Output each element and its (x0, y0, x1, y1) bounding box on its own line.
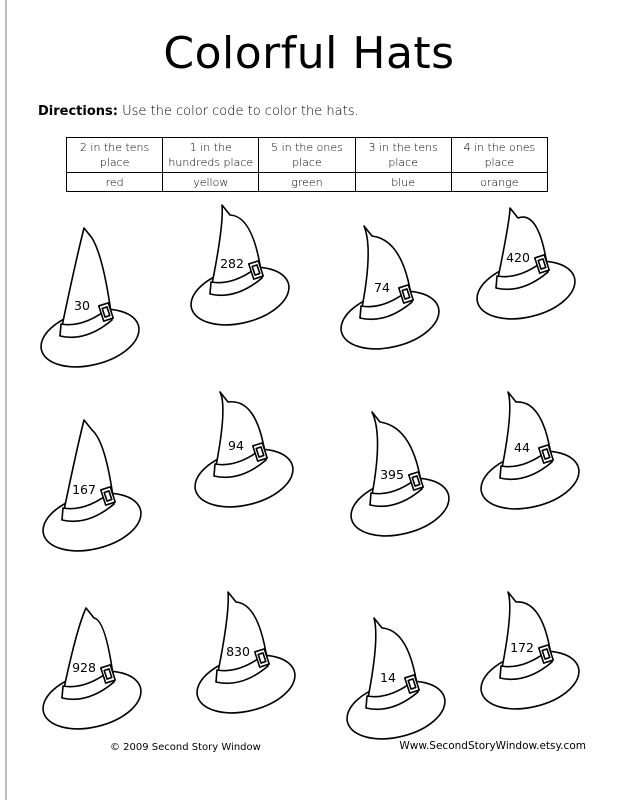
color-cell: blue (355, 173, 451, 192)
rule-cell: 1 in the hundreds place (163, 138, 259, 173)
hat-number: 395 (380, 467, 404, 482)
rule-cell: 5 in the ones place (259, 138, 355, 173)
hat-number: 282 (220, 256, 244, 271)
hat-number: 30 (74, 298, 90, 313)
color-cell: orange (451, 173, 547, 192)
witch-hat (335, 226, 445, 358)
hat-number: 44 (514, 440, 530, 455)
color-cell: yellow (163, 173, 259, 192)
hat-number: 172 (510, 640, 534, 655)
hat-number: 94 (228, 438, 244, 453)
hat-number: 14 (380, 670, 396, 685)
witch-hat (189, 392, 299, 516)
hat-number: 74 (374, 280, 390, 295)
witch-hat (185, 205, 295, 334)
hat-number: 928 (72, 660, 96, 675)
color-cell: red (67, 173, 163, 192)
copyright: © 2009 Second Story Window (110, 742, 261, 753)
website: Www.SecondStoryWindow.etsy.com (399, 740, 586, 752)
hat-number: 167 (72, 482, 96, 497)
rule-cell: 2 in the tens place (67, 138, 163, 173)
directions-text: Use the color code to color the hats. (117, 104, 359, 119)
witch-hat (35, 228, 145, 376)
witch-hat (37, 420, 147, 560)
witch-hat (471, 208, 581, 328)
directions-label: Directions: (38, 104, 118, 119)
rule-cell: 4 in the ones place (451, 138, 547, 173)
witch-hat (341, 618, 451, 748)
witch-hat (191, 592, 301, 722)
color-cell: green (259, 173, 355, 192)
hat-number: 830 (226, 644, 250, 659)
witch-hat (475, 592, 585, 718)
hat-number: 420 (506, 250, 530, 265)
witch-hat (475, 392, 585, 518)
witch-hat (345, 412, 455, 545)
witch-hat (37, 608, 147, 738)
page-title: Colorful Hats (163, 28, 455, 79)
rule-cell: 3 in the tens place (355, 138, 451, 173)
